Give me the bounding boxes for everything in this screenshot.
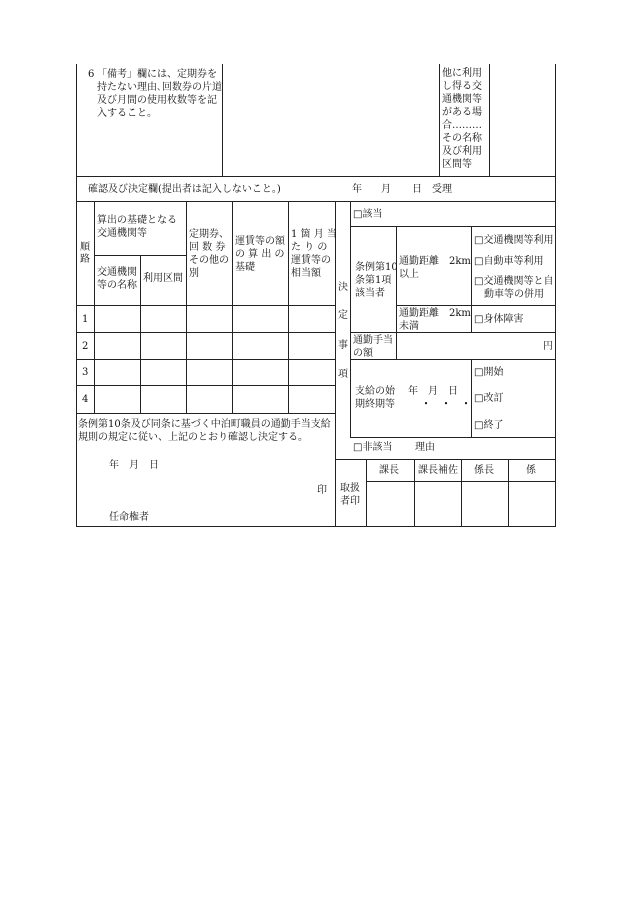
route-number-3: 3 [82,367,89,378]
decision-label-1: 決 [338,282,348,293]
period-label-1: 支給の始 [355,386,395,397]
rule-applicable [350,226,556,227]
rule-row4 [76,385,336,386]
col-left-end [335,201,336,527]
other-transport-note-7: 及び利用 [442,146,482,157]
rule-confirm-bar-bottom [76,201,556,202]
article-label-2: 条第1項 [355,275,392,286]
header-fare-basis-2: の 算 出 の [235,249,285,260]
approval-deputy: 課長補佐 [418,465,458,476]
border-left-top [76,64,77,176]
other-transport-note-4: がある場 [442,107,482,118]
col-distance [471,226,472,333]
col-decision-label [350,201,351,438]
border-right [555,176,556,527]
border-left [76,176,77,527]
note6-line-3: 及び月間の使用枚数等を記 [97,95,217,106]
header-transport-name-1: 交通機関 [97,267,137,278]
option-car-checkbox[interactable]: □自動車等利用 [474,256,544,267]
option-disability-checkbox[interactable]: □身体障害 [474,314,524,325]
header-monthly-4: 相当額 [291,268,321,279]
reason-label: 理由 [415,442,435,453]
approval-staff: 係 [526,465,536,476]
rule-header-sub [94,255,187,256]
option-combo-checkbox[interactable]: □交通機関等と自 [474,276,554,287]
certification-seal: 印 [317,485,327,496]
distance-over-1: 通勤距離 2km [399,256,471,267]
rule-not-applicable-top [350,437,556,438]
header-route-2: 路 [80,254,90,265]
note6-number: 6 [88,69,95,80]
rule-row3 [76,359,336,360]
period-dots: ・ ・ ・ [421,399,471,410]
other-transport-note-1: 他に利用 [442,68,482,79]
header-section: 利用区間 [143,273,183,284]
header-pass-type-3: その他の [189,255,229,266]
divider-note-right-b [489,64,490,176]
header-calc-basis-1: 算出の基礎となる [97,215,177,226]
route-1-fare-cell[interactable] [233,306,287,331]
approval-chief-stamp-box[interactable] [367,482,413,526]
rule-row2 [76,332,336,333]
option-combo-line-2: 動車等の併用 [484,289,544,300]
applicable-checkbox[interactable]: □該当 [353,209,383,220]
header-pass-type-1: 定期券、 [189,229,229,240]
distance-under-2: 未満 [399,321,419,332]
decision-label-3: 事 [338,340,348,351]
period-revise-checkbox[interactable]: □改訂 [474,393,504,404]
approval-section-stamp-box[interactable] [462,482,507,526]
col-name [140,255,141,414]
rule-allowance-bottom [350,359,556,360]
other-transport-note-2: し得る交 [442,81,482,92]
rule-dist-split [396,305,556,306]
route-number-1: 1 [82,314,89,325]
allowance-yen: 円 [543,341,553,352]
decision-label-2: 定 [338,310,348,321]
period-start-checkbox[interactable]: □開始 [474,367,504,378]
article-label-1: 条例第10 [355,262,398,273]
header-monthly-3: 運賃等の [291,255,331,266]
divider-note-right-a [439,64,440,176]
period-end-checkbox[interactable]: □終了 [474,420,504,431]
certification-authority: 任命権者 [109,512,149,523]
handler-seal-label-1: 取扱 [340,483,360,494]
confirm-received: 受理 [432,184,452,195]
confirm-title: 確認及び決定欄(提出者は記入しないこと。) [88,184,281,195]
period-label-2: 期終期等 [355,399,395,410]
confirm-day: 日 [412,184,422,195]
border-right-top [555,64,556,176]
approval-deputy-stamp-box[interactable] [415,482,460,526]
header-calc-basis-2: 交通機関等 [97,228,147,239]
not-applicable-checkbox[interactable]: □非該当 [353,442,393,453]
certification-date: 年 月 日 [109,460,159,471]
border-bottom [76,526,556,527]
approval-staff-stamp-box[interactable] [509,482,554,526]
header-monthly-2: た り の [291,242,328,253]
header-pass-type-2: 回 数 券 [189,242,226,253]
header-route-1: 順 [80,242,90,253]
header-fare-basis-1: 運賃等の額 [235,236,285,247]
other-transport-note-8: 区間等 [442,159,472,170]
certification-line-1: 条例第10条及び同条に基づく中泊町職員の通勤手当支給 [78,419,331,430]
header-fare-basis-3: 基礎 [235,262,255,273]
route-number-4: 4 [82,394,89,405]
route-number-2: 2 [82,341,89,352]
note6-line-4: 入すること。 [97,108,157,119]
route-1-pass-cell[interactable] [187,306,231,331]
rule-top-section-bottom [76,176,556,177]
confirm-month: 月 [381,184,391,195]
allowance-label-1: 通勤手当 [353,335,393,346]
note6-line-1: 「備考」欄には、定期券を [97,69,217,80]
rule-row-end [76,413,336,414]
option-transit-checkbox[interactable]: □交通機関等利用 [474,235,554,246]
distance-under-1: 通勤距離 2km [399,308,471,319]
article-label-3: 該当者 [355,288,385,299]
header-transport-name-2: 等の名称 [97,280,137,291]
decision-label-4: 項 [338,369,348,380]
approval-chief: 課長 [379,465,399,476]
allowance-amount-field[interactable] [397,333,537,358]
period-date: 年 月 日 [408,386,458,397]
rule-approval-top [335,459,556,460]
note6-line-2: 持たない理由､回数券の片道 [97,82,222,93]
header-monthly-1: 1 箇 月 当 [291,229,337,240]
divider-note6 [222,64,223,176]
route-1-section-cell[interactable] [141,306,185,331]
distance-over-2: 以上 [399,269,419,280]
route-1-transport-cell[interactable] [95,306,139,331]
other-transport-note-5: 合……… [442,120,482,131]
other-transport-note-6: その名称 [442,133,482,144]
route-1-monthly-cell[interactable] [289,306,334,331]
col-period-opts [471,359,472,438]
other-transport-note-3: 通機関等 [442,94,482,105]
handler-seal-label-2: 者印 [340,496,360,507]
header-pass-type-4: 別 [189,268,199,279]
certification-line-2: 規則の規定に従い、上記のとおり確認し決定する。 [78,432,308,443]
confirm-year: 年 [352,184,362,195]
approval-section-chief: 係長 [474,465,494,476]
allowance-label-2: の額 [353,348,373,359]
